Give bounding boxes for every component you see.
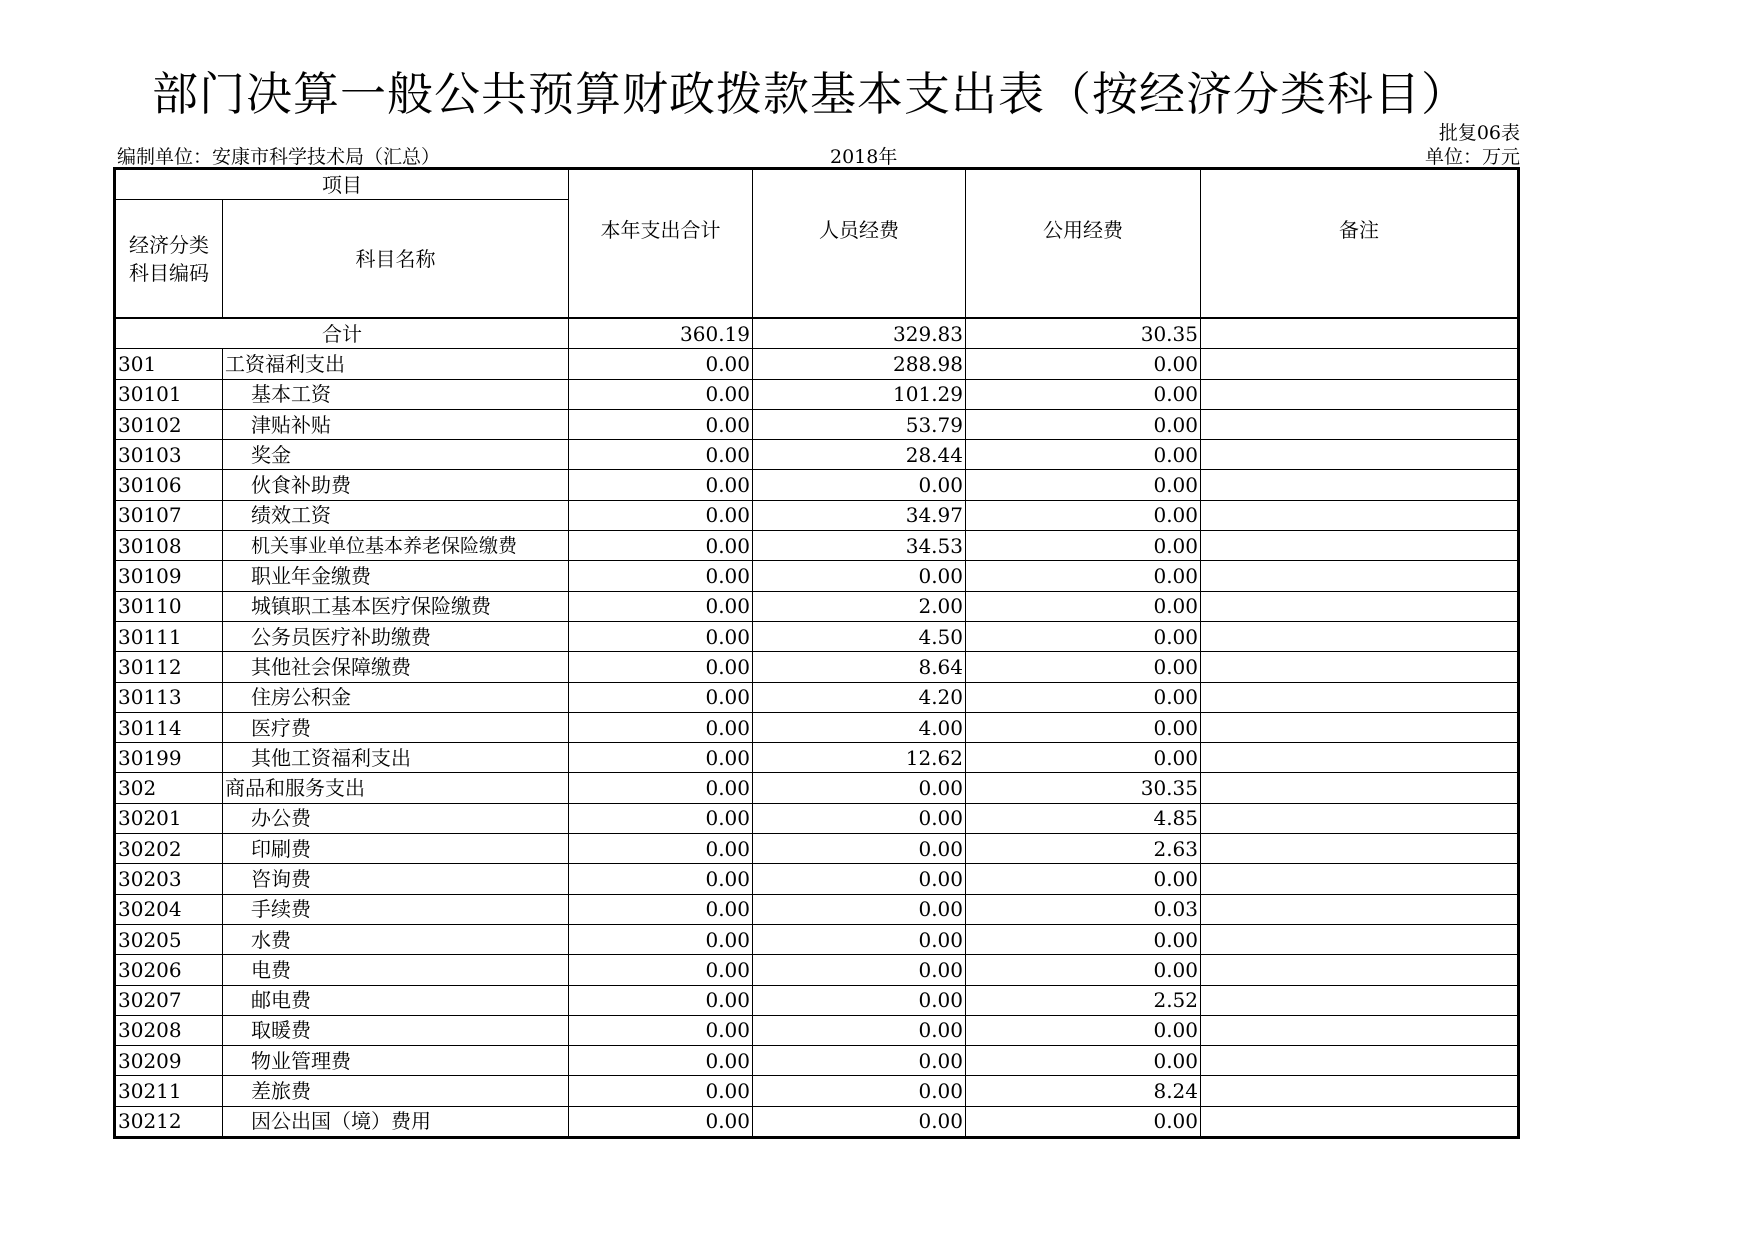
row-note <box>1201 1046 1519 1076</box>
row-name: 绩效工资 <box>223 500 569 530</box>
row-public: 4.85 <box>966 803 1201 833</box>
table-row <box>115 591 1519 621</box>
row-name: 印刷费 <box>223 834 569 864</box>
table-row <box>115 379 1519 409</box>
row-code: 30203 <box>115 864 223 894</box>
row-note <box>1201 440 1519 470</box>
row-personnel: 0.00 <box>753 894 966 924</box>
row-personnel: 0.00 <box>753 834 966 864</box>
row-total: 0.00 <box>569 440 753 470</box>
row-public: 0.00 <box>966 1015 1201 1045</box>
row-name: 取暖费 <box>223 1015 569 1045</box>
row-name: 手续费 <box>223 894 569 924</box>
row-name: 因公出国（境）费用 <box>223 1106 569 1137</box>
row-name: 职业年金缴费 <box>223 561 569 591</box>
row-name: 机关事业单位基本养老保险缴费 <box>223 531 569 561</box>
total-public: 30.35 <box>966 318 1201 349</box>
row-personnel: 12.62 <box>753 743 966 773</box>
row-name: 咨询费 <box>223 864 569 894</box>
row-code: 30205 <box>115 924 223 954</box>
row-code: 30110 <box>115 591 223 621</box>
row-name: 基本工资 <box>223 379 569 409</box>
row-total: 0.00 <box>569 531 753 561</box>
table-row <box>115 500 1519 530</box>
table-row <box>115 834 1519 864</box>
row-total: 0.00 <box>569 985 753 1015</box>
table-row <box>115 803 1519 833</box>
row-public: 0.03 <box>966 894 1201 924</box>
row-note <box>1201 349 1519 379</box>
row-personnel: 34.53 <box>753 531 966 561</box>
row-total: 0.00 <box>569 682 753 712</box>
row-public: 0.00 <box>966 591 1201 621</box>
row-name: 水费 <box>223 924 569 954</box>
row-total: 0.00 <box>569 743 753 773</box>
total-label: 合计 <box>115 318 569 349</box>
row-total: 0.00 <box>569 379 753 409</box>
row-personnel: 0.00 <box>753 561 966 591</box>
row-note <box>1201 379 1519 409</box>
row-total: 0.00 <box>569 409 753 439</box>
row-note <box>1201 1015 1519 1045</box>
row-total: 0.00 <box>569 864 753 894</box>
row-personnel: 4.20 <box>753 682 966 712</box>
row-code: 30201 <box>115 803 223 833</box>
header-code-text: 经济分类科目编码 <box>129 232 209 285</box>
row-public: 0.00 <box>966 621 1201 651</box>
row-name: 商品和服务支出 <box>223 773 569 803</box>
row-public: 0.00 <box>966 470 1201 500</box>
row-public: 0.00 <box>966 561 1201 591</box>
row-note <box>1201 470 1519 500</box>
row-code: 30211 <box>115 1076 223 1106</box>
total-note <box>1201 318 1519 349</box>
row-public: 0.00 <box>966 409 1201 439</box>
header-total: 本年支出合计 <box>569 169 753 319</box>
row-note <box>1201 652 1519 682</box>
row-note <box>1201 864 1519 894</box>
row-public: 30.35 <box>966 773 1201 803</box>
row-code: 30208 <box>115 1015 223 1045</box>
row-total: 0.00 <box>569 349 753 379</box>
row-code: 30112 <box>115 652 223 682</box>
table-row <box>115 864 1519 894</box>
row-note <box>1201 712 1519 742</box>
table-row <box>115 773 1519 803</box>
row-code: 30207 <box>115 985 223 1015</box>
table-row <box>115 894 1519 924</box>
row-total: 0.00 <box>569 1015 753 1045</box>
row-public: 0.00 <box>966 1106 1201 1137</box>
row-code: 30107 <box>115 500 223 530</box>
row-name: 其他工资福利支出 <box>223 743 569 773</box>
header-personnel: 人员经费 <box>753 169 966 319</box>
header-item: 项目 <box>115 169 569 200</box>
row-code: 30209 <box>115 1046 223 1076</box>
table-row <box>115 349 1519 379</box>
table-row <box>115 561 1519 591</box>
table-row <box>115 440 1519 470</box>
row-personnel: 8.64 <box>753 652 966 682</box>
row-name: 奖金 <box>223 440 569 470</box>
row-code: 30109 <box>115 561 223 591</box>
row-personnel: 34.97 <box>753 500 966 530</box>
page-title: 部门决算一般公共预算财政拨款基本支出表（按经济分类科目） <box>152 67 1468 121</box>
row-total: 0.00 <box>569 470 753 500</box>
table-row <box>115 1015 1519 1045</box>
row-note <box>1201 682 1519 712</box>
row-code: 301 <box>115 349 223 379</box>
table-row <box>115 531 1519 561</box>
row-note <box>1201 531 1519 561</box>
header-public: 公用经费 <box>966 169 1201 319</box>
row-personnel: 28.44 <box>753 440 966 470</box>
row-name: 差旅费 <box>223 1076 569 1106</box>
row-public: 0.00 <box>966 955 1201 985</box>
row-note <box>1201 924 1519 954</box>
row-total: 0.00 <box>569 561 753 591</box>
row-total: 0.00 <box>569 803 753 833</box>
row-public: 2.63 <box>966 834 1201 864</box>
row-personnel: 2.00 <box>753 591 966 621</box>
row-name: 医疗费 <box>223 712 569 742</box>
row-note <box>1201 773 1519 803</box>
table-row <box>115 955 1519 985</box>
header-code <box>115 200 223 319</box>
row-code: 30106 <box>115 470 223 500</box>
row-name: 公务员医疗补助缴费 <box>223 621 569 651</box>
row-personnel: 0.00 <box>753 1015 966 1045</box>
row-personnel: 0.00 <box>753 773 966 803</box>
row-note <box>1201 500 1519 530</box>
row-name: 办公费 <box>223 803 569 833</box>
table-row <box>115 1076 1519 1106</box>
row-public: 0.00 <box>966 531 1201 561</box>
header-row-top <box>115 169 1519 200</box>
row-note <box>1201 803 1519 833</box>
row-public: 2.52 <box>966 985 1201 1015</box>
row-note <box>1201 955 1519 985</box>
row-note <box>1201 985 1519 1015</box>
row-total: 0.00 <box>569 955 753 985</box>
table-row <box>115 924 1519 954</box>
total-personnel: 329.83 <box>753 318 966 349</box>
row-note <box>1201 894 1519 924</box>
row-personnel: 0.00 <box>753 1106 966 1137</box>
table-row <box>115 1106 1519 1137</box>
row-personnel: 53.79 <box>753 409 966 439</box>
row-name: 住房公积金 <box>223 682 569 712</box>
header-note: 备注 <box>1201 169 1519 319</box>
row-public: 0.00 <box>966 379 1201 409</box>
table-row <box>115 712 1519 742</box>
row-public: 0.00 <box>966 440 1201 470</box>
row-code: 30108 <box>115 531 223 561</box>
row-note <box>1201 591 1519 621</box>
row-name: 其他社会保障缴费 <box>223 652 569 682</box>
row-personnel: 0.00 <box>753 985 966 1015</box>
row-code: 30111 <box>115 621 223 651</box>
row-name: 工资福利支出 <box>223 349 569 379</box>
row-note <box>1201 1076 1519 1106</box>
table-row <box>115 621 1519 651</box>
row-code: 302 <box>115 773 223 803</box>
row-total: 0.00 <box>569 621 753 651</box>
form-reference: 批复06表 <box>1438 122 1520 144</box>
row-name: 物业管理费 <box>223 1046 569 1076</box>
row-code: 30199 <box>115 743 223 773</box>
row-public: 0.00 <box>966 500 1201 530</box>
row-total: 0.00 <box>569 500 753 530</box>
table-row <box>115 470 1519 500</box>
row-code: 30113 <box>115 682 223 712</box>
expenditure-table <box>113 167 1520 1139</box>
report-year: 2018年 <box>830 146 898 168</box>
row-note <box>1201 621 1519 651</box>
row-public: 0.00 <box>966 924 1201 954</box>
row-name: 津贴补贴 <box>223 409 569 439</box>
row-personnel: 0.00 <box>753 955 966 985</box>
row-personnel: 101.29 <box>753 379 966 409</box>
row-total: 0.00 <box>569 834 753 864</box>
row-note <box>1201 561 1519 591</box>
row-public: 0.00 <box>966 743 1201 773</box>
row-public: 8.24 <box>966 1076 1201 1106</box>
row-public: 0.00 <box>966 652 1201 682</box>
row-personnel: 4.50 <box>753 621 966 651</box>
row-personnel: 0.00 <box>753 1076 966 1106</box>
currency-unit: 单位：万元 <box>1424 146 1520 168</box>
table-meta <box>117 142 1520 166</box>
row-personnel: 0.00 <box>753 803 966 833</box>
table-row <box>115 652 1519 682</box>
row-note <box>1201 743 1519 773</box>
row-public: 0.00 <box>966 349 1201 379</box>
row-code: 30212 <box>115 1106 223 1137</box>
row-total: 0.00 <box>569 1076 753 1106</box>
row-note <box>1201 1106 1519 1137</box>
row-total: 0.00 <box>569 773 753 803</box>
row-note <box>1201 409 1519 439</box>
row-code: 30103 <box>115 440 223 470</box>
total-row <box>115 318 1519 349</box>
row-total: 0.00 <box>569 1106 753 1137</box>
row-code: 30206 <box>115 955 223 985</box>
row-personnel: 0.00 <box>753 924 966 954</box>
table-row <box>115 743 1519 773</box>
row-total: 0.00 <box>569 652 753 682</box>
table-row <box>115 682 1519 712</box>
row-personnel: 288.98 <box>753 349 966 379</box>
row-total: 0.00 <box>569 1046 753 1076</box>
row-code: 30204 <box>115 894 223 924</box>
row-personnel: 0.00 <box>753 470 966 500</box>
compiling-unit: 编制单位：安康市科学技术局（汇总） <box>117 146 441 168</box>
header-name: 科目名称 <box>223 200 569 319</box>
row-personnel: 4.00 <box>753 712 966 742</box>
row-name: 伙食补助费 <box>223 470 569 500</box>
row-name: 电费 <box>223 955 569 985</box>
row-note <box>1201 834 1519 864</box>
row-code: 30102 <box>115 409 223 439</box>
row-public: 0.00 <box>966 712 1201 742</box>
row-name: 邮电费 <box>223 985 569 1015</box>
row-total: 0.00 <box>569 894 753 924</box>
row-public: 0.00 <box>966 864 1201 894</box>
row-personnel: 0.00 <box>753 864 966 894</box>
row-personnel: 0.00 <box>753 1046 966 1076</box>
total-total: 360.19 <box>569 318 753 349</box>
row-code: 30101 <box>115 379 223 409</box>
table-row <box>115 1046 1519 1076</box>
table-row <box>115 409 1519 439</box>
row-name: 城镇职工基本医疗保险缴费 <box>223 591 569 621</box>
table-row <box>115 985 1519 1015</box>
row-public: 0.00 <box>966 682 1201 712</box>
row-public: 0.00 <box>966 1046 1201 1076</box>
row-total: 0.00 <box>569 591 753 621</box>
row-total: 0.00 <box>569 924 753 954</box>
row-code: 30114 <box>115 712 223 742</box>
row-total: 0.00 <box>569 712 753 742</box>
row-code: 30202 <box>115 834 223 864</box>
